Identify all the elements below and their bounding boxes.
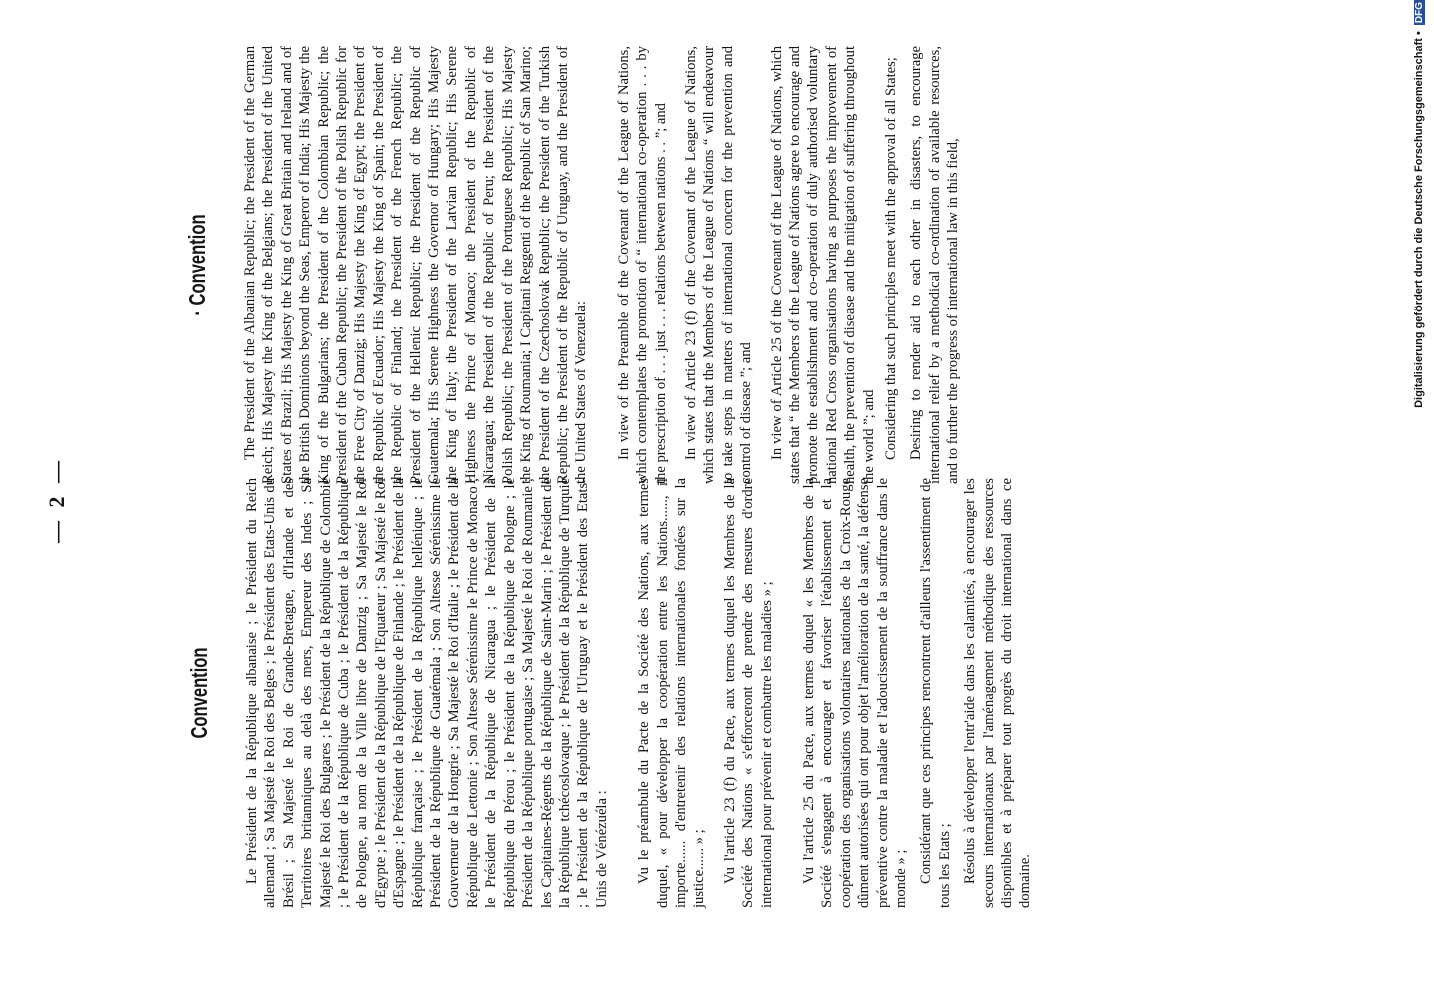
english-paragraph-article-23: In view of Article 23 (f) of the Covenant of the League of Nations, which states that the Members of the League of Nations “ will endeavour to take steps in matters of international concern for the prevention and control of disease ”; and	[682, 46, 755, 484]
french-paragraph-preamble: Vu le préambule du Pacte de la Société des Nations, aux termes duquel, « pour développer la coopération entre les Nations......, il importe...... d'entretenir des relations internationales fondées sur la justice...... » ;	[636, 478, 708, 908]
french-title: Convention	[186, 647, 212, 739]
english-paragraph-preamble: In view of the Preamble of the Covenant of the League of Nations, which contemplates the promotion of “ international co-operation . . . by the prescription of . . . just . . . relations between nations . . ”; and	[615, 46, 669, 484]
french-column	[110, 478, 1035, 908]
digitization-credit	[1413, 0, 1425, 620]
english-paragraph-article-25: In view of Article 25 of the Covenant of the League of Nations, which states that “ the Members of the League of Nations agree to encourage and promote the establishment and co-operation of duly authorised voluntary national Red Cross organisations having as purposes the improvement of health, the prevention of disease and the mitigation of suffering throughout the world ”; and	[768, 46, 877, 484]
english-paragraph-desiring: Desiring to render aid to each other in disasters, to encourage international relief by a methodical co-ordination of available resources, and to further the progress of international law in this field,	[908, 46, 962, 484]
credit-separator: •	[1413, 31, 1425, 36]
english-title: · Convention	[184, 214, 210, 316]
french-paragraph-resolved: Résolus à développer l'entr'aide dans les calamités, à encourager les secours internationaux par l'aménagement méthodique des ressources disponibles et à préparer tout progrès du droit international dans ce domaine.	[962, 478, 1034, 908]
french-paragraph-considering: Considérant que ces principes rencontrent d'ailleurs l'assentiment de tous les Etats ;	[918, 478, 953, 908]
english-column	[110, 46, 963, 484]
french-paragraph-article-25: Vu l'article 25 du Pacte, aux termes duquel « les Membres de la Société s'engagent à encourager et favoriser l'établissement et la coopération des organisations volontaires nationales de la Croix-Rouge dûment autorisées qui ont pour objet l'amélioration de la santé, la défense préventive contre la maladie et l'adoucissement de la souffrance dans le monde » ;	[800, 478, 909, 908]
dfg-logo: DFG	[1414, 2, 1425, 24]
digitization-credit-text: Digitalisierung gefördert durch die Deutsche Forschungsgemeinschaft	[1413, 38, 1425, 408]
english-paragraph-parties: The President of the Albanian Republic; the President of the German Reich; His Majesty the King of the Belgians; the President of the United States of Brazil; His Majesty the King of Great Britain and Ireland and of the British Dominions beyond the Seas, Emperor of India; His Majesty the King of the Bulgarians; the President of the Colombian Republic; the President of the Cuban Republic; the President of the Polish Republic for the Free City of Danzig; His Majesty the King of Egypt; the President of the Republic of Ecuador; His Majesty the King of Spain; the President of the Republic of Finland; the President of the French Republic; the President of the Hellenic Republic; the President of the Republic of Guatemala; His Serene Highness the Governor of Hungary; His Majesty the King of Italy; the President of the Latvian Republic; His Serene Highness the Prince of Monaco; the President of the Republic of Nicaragua; the President of the Republic of Peru; the President of the Polish Republic; the President of the Portuguese Republic; His Majesty the King of Roumania; I Capitani Reggenti of the Republic of San Marino; the President of the Czechoslovak Republic; the President of the Turkish Republic; the President of the Republic of Uruguay, and the President of the United States of Venezuela:	[242, 46, 590, 484]
french-paragraph-parties: Le Président de la République albanaise ; le Président du Reich allemand ; Sa Majesté le Roi des Belges ; le Président des Etats-Unis du Brésil ; Sa Majesté le Roi de Grande-Bretagne, d'Irlande et des Territoires britanniques au delà des mers, Empereur des Indes ; Sa Majesté le Roi des Bulgares ; le Président de la République de Colombie ; le Président de la République de Cuba ; le Président de la République de Pologne, au nom de la Ville libre de Dantzig ; Sa Majesté le Roi d'Egypte ; le Président de la République de l'Equateur ; Sa Majesté le Roi d'Espagne ; le Président de la République de Finlande ; le Président de la République française ; le Président de la République hellénique ; le Président de la République de Guatémala ; Son Altesse Sérénissime le Gouverneur de la Hongrie ; Sa Majesté le Roi d'Italie ; le Président de la République de Lettonie ; Son Altesse Sérénissime le Prince de Monaco ; le Président de la République de Nicaragua ; le Président de la République du Pérou ; le Président de la République de Pologne ; le Président de la République portugaise ; Sa Majesté le Roi de Roumanie ; les Capitaines-Régents de la République de Saint-Marin ; le Président de la République tchécoslovaque ; le Président de la République de Turquie ; le Président de la République de l'Uruguay et le Président des Etats-Unis de Vénézuéla :	[244, 478, 610, 908]
page-number: — 2 —	[44, 457, 69, 543]
french-paragraph-article-23: Vu l'article 23 (f) du Pacte, aux termes duquel les Membres de la Société des Nations « s'efforceront de prendre des mesures d'ordre international pour prévenir et combattre les maladies » ;	[721, 478, 775, 908]
english-paragraph-considering: Considering that such principles meet with the approval of all States;	[883, 57, 899, 460]
